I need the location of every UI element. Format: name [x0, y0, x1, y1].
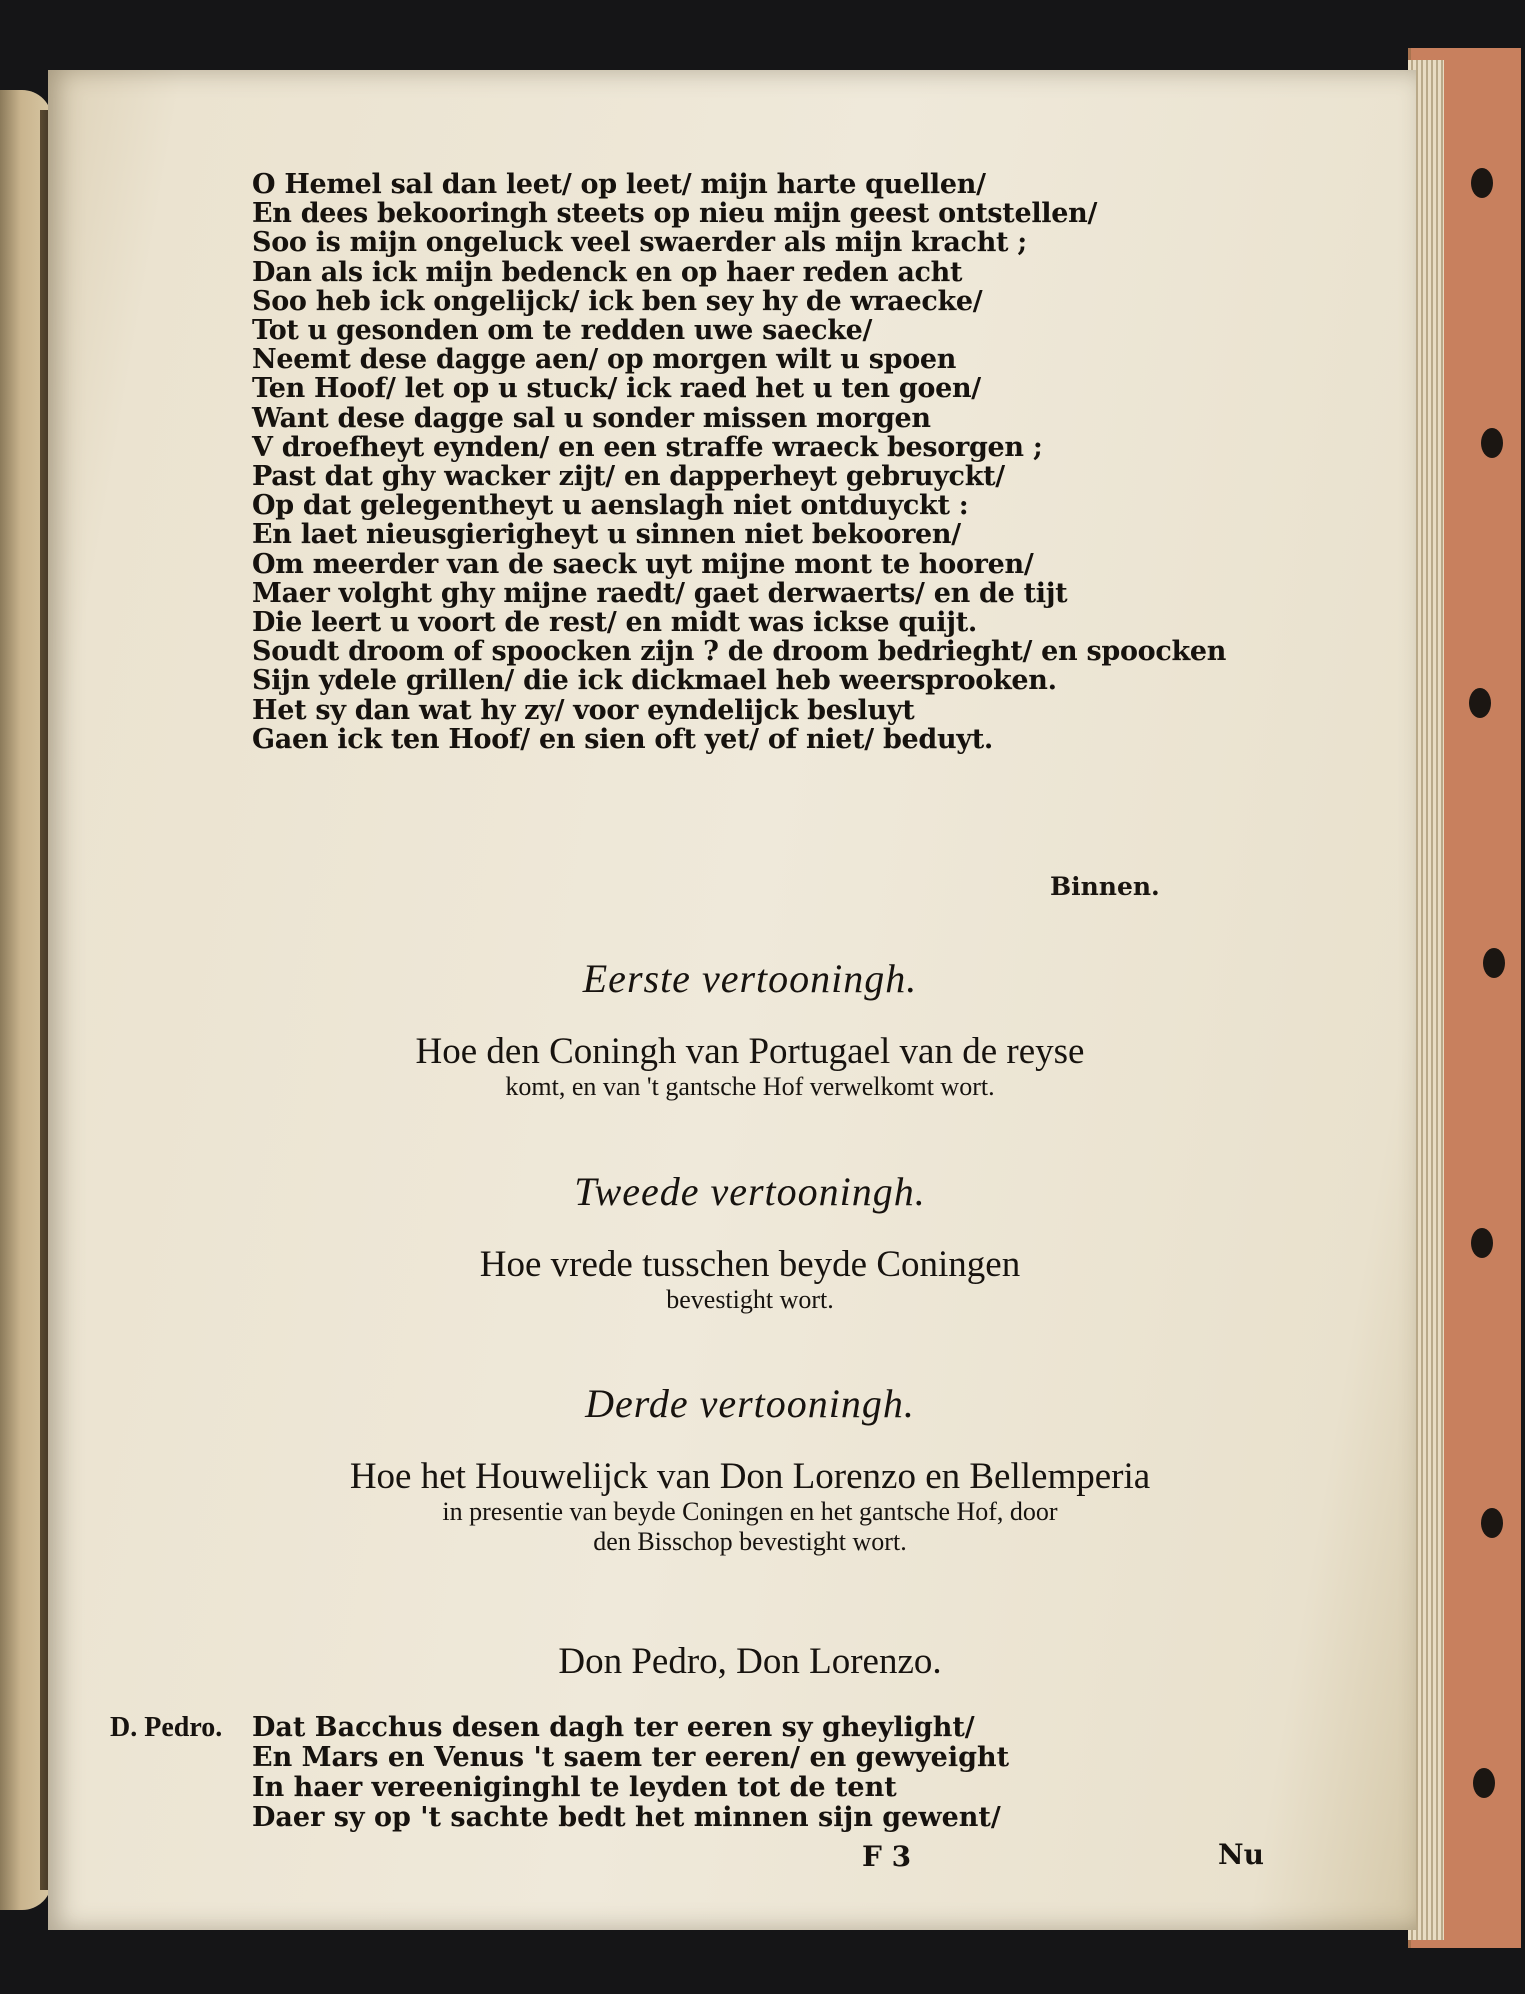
scene-title: Derde vertooningh. [585, 1381, 915, 1426]
speech-line: En Mars en Venus 't saem ter eeren/ en gewyeight [252, 1742, 1010, 1773]
scene-title: Eerste vertooningh. [582, 956, 918, 1001]
verse-line: En dees bekooringh steets op nieu mijn geest ontstellen/ [252, 198, 1098, 230]
verse-line: Soo is mijn ongeluck veel swaerder als mijn kracht ; [252, 227, 1027, 259]
cover-pattern-mark [1469, 688, 1491, 718]
cover-pattern-mark [1481, 428, 1503, 458]
scene-desc-line: komt, en van 't gantsche Hof verwelkomt wort. [505, 1072, 995, 1101]
verse-line: Neemt dese dagge aen/ op morgen wilt u spoen [252, 344, 957, 376]
dramatis-personae: Don Pedro, Don Lorenzo. [558, 1641, 942, 1682]
scene-description [250, 1245, 1250, 1315]
verse-line: Gaen ick ten Hoof/ en sien oft yet/ of niet/ beduyt. [252, 723, 993, 755]
cover-pattern-mark [1471, 168, 1493, 198]
verse-line: Op dat gelegentheyt u aenslagh niet ontduyckt : [252, 490, 969, 522]
verse-line: O Hemel sal dan leet/ op leet/ mijn harte quellen/ [252, 169, 986, 200]
speech-line: In haer vereeniginghl te leyden tot de tent [252, 1772, 897, 1803]
speaker-label: D. Pedro. [110, 1712, 223, 1743]
scene-third [250, 1380, 1250, 1557]
scene-description [250, 1032, 1250, 1102]
signature-mark: F 3 [862, 1840, 912, 1873]
verse-line: Dan als ick mijn bedenck en op haer reden acht [252, 256, 963, 288]
verse-line: Soo heb ick ongelijck/ ick ben sey hy de wraecke/ [252, 285, 983, 317]
scene-desc-main: Hoe den Coningh van Portugael van de reyse [415, 1031, 1085, 1072]
verse-line: Sijn ydele grillen/ die ick dickmael heb weersprooken. [252, 665, 1057, 697]
stage-direction-exit: Binnen. [1050, 872, 1160, 901]
verse-line: Want dese dagge sal u sonder missen morgen [252, 402, 931, 434]
scene-title: Tweede vertooningh. [574, 1169, 926, 1214]
verse-line: V droefheyt eynden/ en een straffe wraeck besorgen ; [252, 431, 1043, 463]
cover-pattern-mark [1471, 1228, 1493, 1258]
scene-first [250, 955, 1250, 1102]
scene-description [250, 1457, 1250, 1557]
verse-line: En laet nieusgierigheyt u sinnen niet bekooren/ [252, 519, 961, 551]
scene-desc-line: in presentie van beyde Coningen en het gantsche Hof, door [442, 1497, 1058, 1526]
verse-line: Die leert u voort de rest/ en midt was ickse quijt. [252, 607, 977, 639]
cover-pattern-mark [1473, 1768, 1495, 1798]
verse-line: Om meerder van de saeck uyt mijne mont te hooren/ [252, 548, 1034, 580]
verse-line: Soudt droom of spoocken zijn ? de droom bedrieght/ en spoocken [252, 636, 1227, 668]
scene-desc-main: Hoe vrede tusschen beyde Coningen [479, 1244, 1021, 1285]
speech-line: Dat Bacchus desen dagh ter eeren sy gheylight/ [252, 1712, 975, 1743]
verse-line: Maer volght ghy mijne raedt/ gaet derwaerts/ en de tijt [252, 577, 1068, 609]
scene-second [250, 1168, 1250, 1315]
speech-line: Daer sy op 't sachte bedt het minnen sijn gewent/ [252, 1802, 1001, 1833]
verse-line: Past dat ghy wacker zijt/ en dapperheyt gebruyckt/ [252, 461, 1005, 493]
verse-line: Ten Hoof/ let op u stuck/ ick raed het u ten goen/ [252, 373, 981, 405]
cover-pattern-mark [1483, 948, 1505, 978]
verse-line: Het sy dan wat hy zy/ voor eyndelijck besluyt [252, 694, 915, 726]
scene-desc-main: Hoe het Houwelijck van Don Lorenzo en Bellemperia [349, 1456, 1151, 1497]
cover-pattern-mark [1481, 1508, 1503, 1538]
speech-block [252, 1713, 1009, 1833]
verse-block [252, 169, 1227, 755]
catchword: Nu [1218, 1838, 1264, 1871]
scene-desc-line: den Bisschop bevestight wort. [593, 1527, 907, 1556]
scene-desc-line: bevestight wort. [666, 1285, 834, 1314]
verse-line: Tot u gesonden om te redden uwe saecke/ [252, 315, 873, 347]
